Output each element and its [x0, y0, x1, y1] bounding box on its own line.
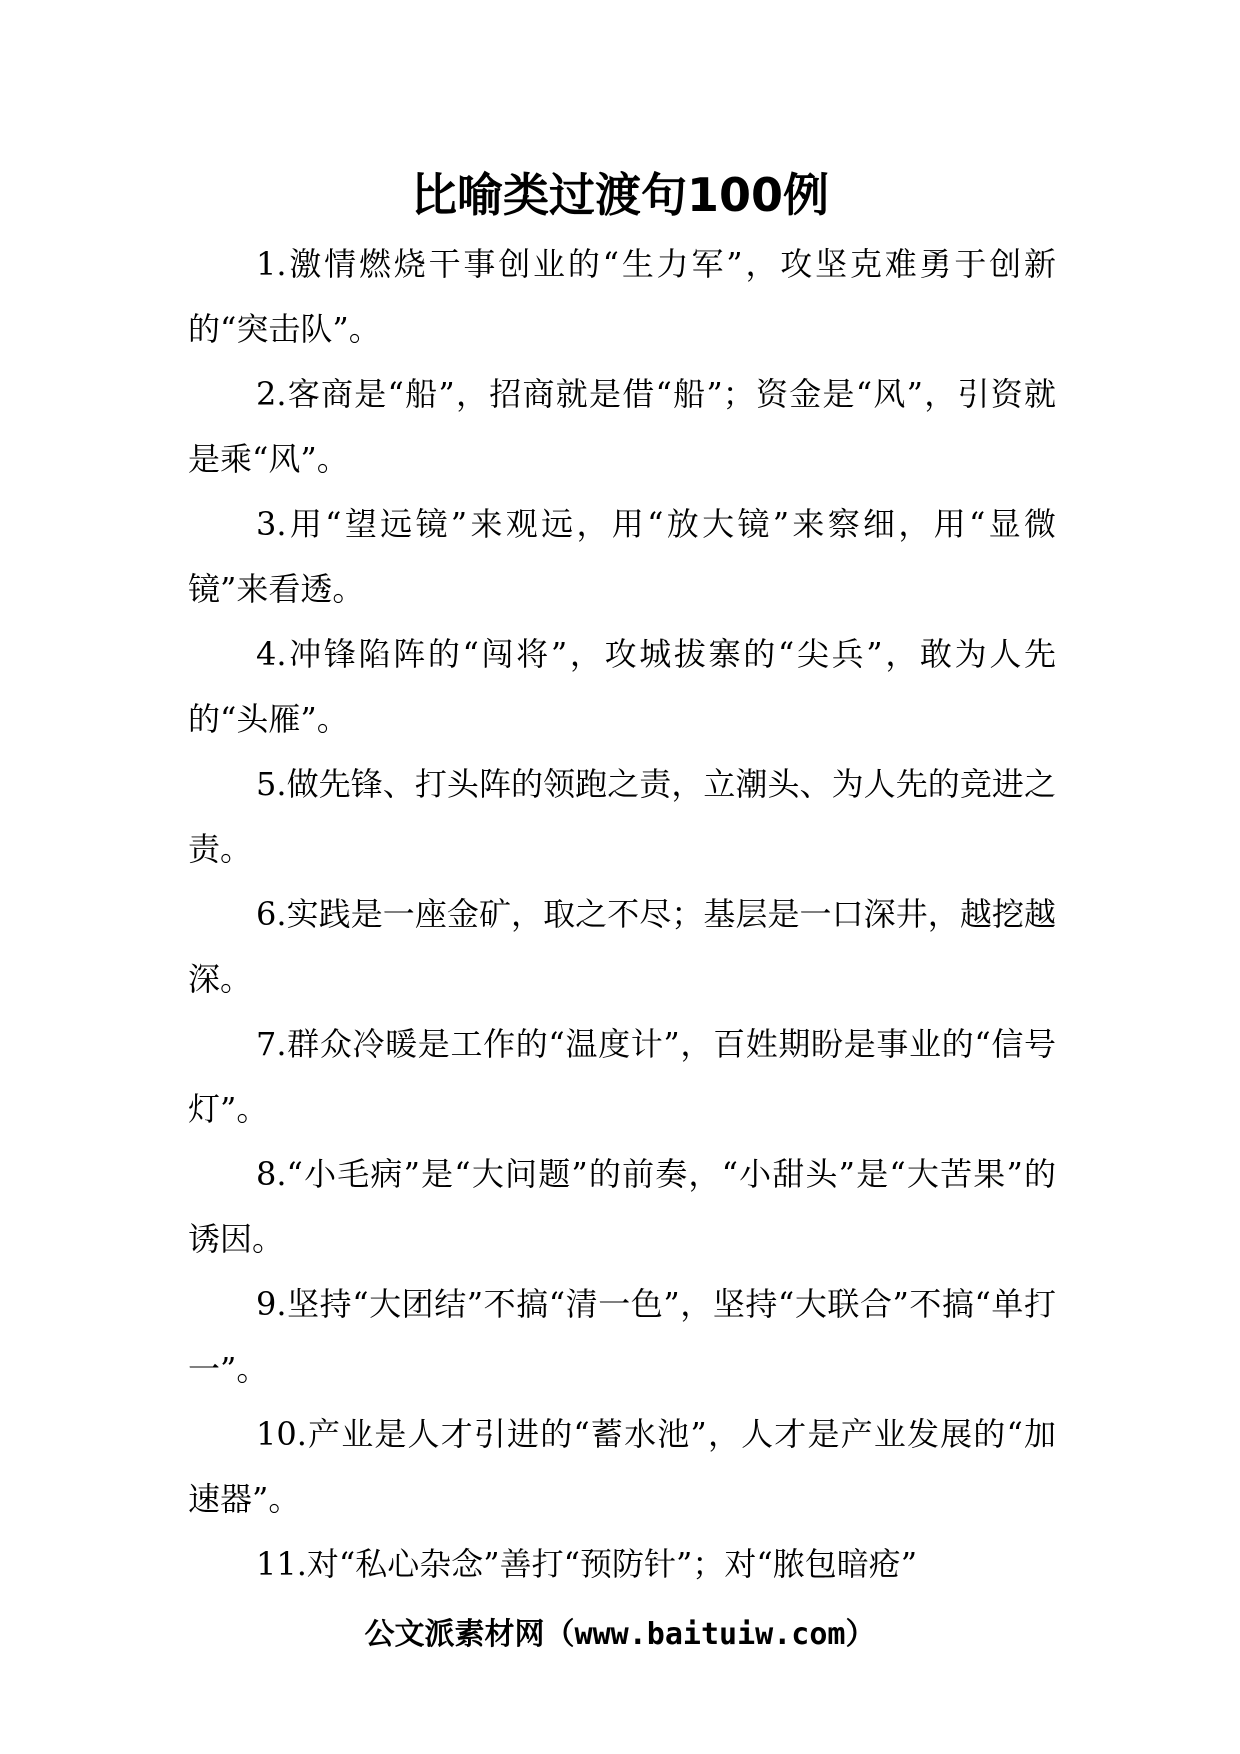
document-title: 比喻类过渡句100例 — [410, 168, 830, 222]
document-body — [188, 232, 1056, 1597]
paragraph-3: 3.用“望远镜”来观远，用“放大镜”来察细，用“显微镜”来看透。 — [188, 505, 1056, 608]
footer-site-name: 公文派素材网 — [364, 1617, 545, 1652]
paragraph-2: 2.客商是“船”，招商就是借“船”；资金是“风”，引资就是乘“风”。 — [188, 375, 1056, 478]
paragraph-7: 7.群众冷暖是工作的“温度计”，百姓期盼是事业的“信号灯”。 — [188, 1025, 1056, 1128]
page-footer — [0, 1610, 1240, 1660]
paragraph-4: 4.冲锋陷阵的“闯将”，攻城拔寨的“尖兵”，敢为人先的“头雁”。 — [188, 635, 1056, 738]
paragraph-8: 8.“小毛病”是“大问题”的前奏，“小甜头”是“大苦果”的诱因。 — [188, 1155, 1056, 1258]
paragraph-1: 1.激情燃烧干事创业的“生力军”，攻坚克难勇于创新的“突击队”。 — [188, 245, 1056, 348]
paragraph-6: 6.实践是一座金矿，取之不尽；基层是一口深井，越挖越深。 — [188, 895, 1056, 998]
paragraph-10: 10.产业是人才引进的“蓄水池”，人才是产业发展的“加速器”。 — [188, 1415, 1056, 1518]
paragraph-9: 9.坚持“大团结”不搞“清一色”，坚持“大联合”不搞“单打一”。 — [188, 1285, 1056, 1388]
footer-url: （www.baituiw.com） — [544, 1617, 876, 1652]
paragraph-5: 5.做先锋、打头阵的领跑之责，立潮头、为人先的竞进之责。 — [188, 765, 1056, 868]
paragraph-11: 11.对“私心杂念”善打“预防针”；对“脓包暗疮” — [256, 1545, 918, 1583]
